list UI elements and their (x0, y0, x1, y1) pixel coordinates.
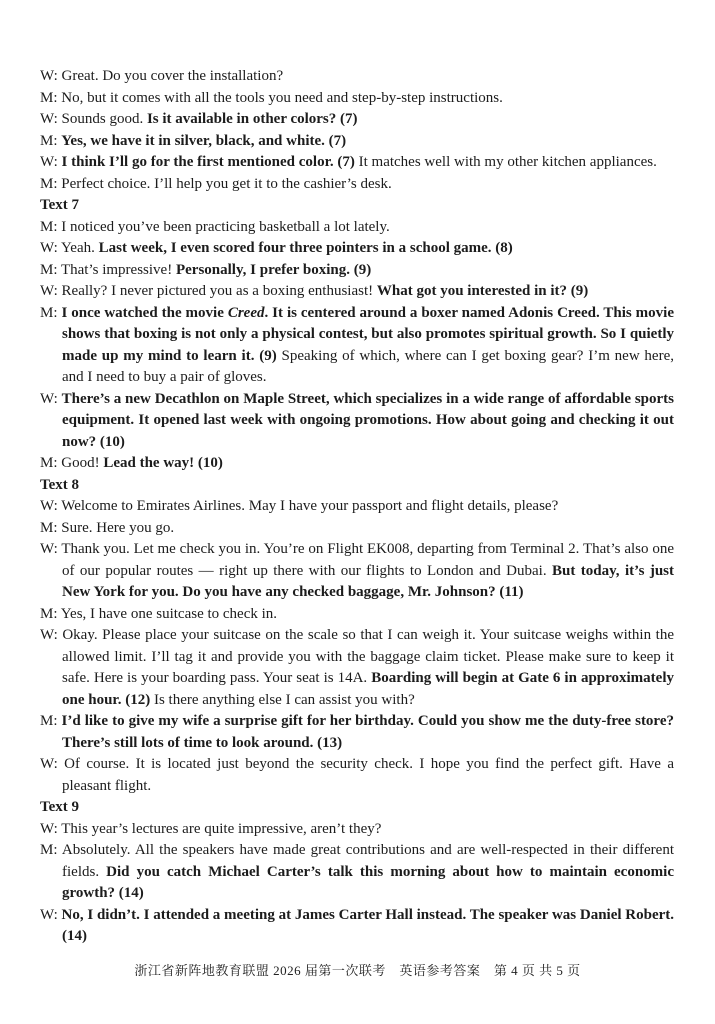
dialogue-line (40, 754, 674, 797)
dialogue-text: Of course. It is located just beyond the security check. I hope you find the perfect gift. Have a pleasant flight. (62, 756, 674, 794)
dialogue-text: That’s impressive! (60, 261, 176, 278)
dialogue-text: Great. Do you cover the installation? (61, 68, 284, 84)
speaker-label: W: (40, 68, 62, 84)
dialogue-text-bold: Boarding will begin at Gate 6 in approximately one hour. (12) (62, 670, 674, 708)
dialogue-text-bold: Personally, I prefer boxing. (9) (175, 261, 372, 278)
dialogue-text-bold: . It is centered around a boxer named Adonis Creed. This movie shows that boxing is not only a physical contest, but also promotes spiritual growth. So I quietly made up my mind to learn it. (9) (62, 304, 674, 364)
dialogue-line (40, 238, 674, 260)
speaker-label: M: (40, 605, 61, 622)
dialogue-line (40, 518, 674, 540)
speaker-label: W: (40, 390, 62, 407)
dialogue-line (40, 174, 674, 196)
speaker-label: W: (40, 154, 62, 170)
speaker-label: M: (40, 519, 62, 536)
transcript (40, 66, 674, 948)
section-heading: Text 9 (40, 799, 80, 815)
dialogue-line (40, 217, 674, 239)
dialogue-text: Sounds good. (61, 111, 147, 127)
dialogue-line (40, 303, 674, 389)
speaker-label: M: (40, 842, 62, 858)
speaker-label: W: (40, 756, 65, 772)
dialogue-text-bold: Is it available in other colors? (7) (146, 111, 358, 127)
dialogue-text-bold: Yes, we have it in silver, black, and white. (7) (61, 132, 347, 149)
dialogue-line (40, 905, 674, 948)
dialogue-text: No, but it comes with all the tools you need and step-by-step instructions. (61, 89, 503, 106)
dialogue-text: Yeah. (60, 240, 99, 256)
dialogue-line (40, 604, 674, 626)
speaker-label: M: (40, 89, 62, 106)
speaker-label: M: (40, 261, 61, 278)
dialogue-line (40, 66, 674, 88)
speaker-label: W: (40, 240, 61, 256)
speaker-label: M: (40, 132, 62, 149)
speaker-label: M: (40, 218, 62, 235)
speaker-label: W: (40, 498, 62, 514)
dialogue-line (40, 840, 674, 905)
speaker-label: W: (40, 820, 62, 837)
dialogue-line (40, 389, 674, 454)
section-heading: Text 7 (40, 197, 80, 213)
dialogue-text-bold: I’d like to give my wife a surprise gift for her birthday. Could you show me the duty-free store? There’s still lots of time to look around. (13) (61, 713, 674, 751)
dialogue-line (40, 539, 674, 604)
dialogue-line (40, 152, 674, 174)
dialogue-text-bold: Last week, I even scored four three pointers in a school game. (8) (98, 240, 513, 256)
dialogue-text: Speaking of which, where can I get boxing gear? I’m new here, and I need to buy a pair of gloves. (62, 347, 674, 385)
dialogue-line (40, 109, 674, 131)
dialogue-text-bold: No, I didn’t. I attended a meeting at James Carter Hall instead. The speaker was Daniel Robert. (14) (61, 906, 675, 944)
dialogue-line (40, 281, 674, 303)
dialogue-text: Good! (61, 455, 104, 471)
speaker-label: M: (40, 304, 62, 321)
dialogue-line (40, 453, 674, 475)
dialogue-line (40, 260, 674, 282)
dialogue-text: Really? I never pictured you as a boxing enthusiast! (61, 283, 377, 299)
dialogue-text-bold: But today, it’s just New York for you. Do you have any checked baggage, Mr. Johnson? (11) (62, 562, 674, 600)
dialogue-text: Is there anything else I can assist you with? (150, 691, 415, 708)
dialogue-text-bold: Creed (227, 304, 265, 321)
dialogue-line (40, 625, 674, 711)
speaker-label: W: (40, 541, 62, 557)
speaker-label: M: (40, 713, 62, 729)
dialogue-text: Welcome to Emirates Airlines. May I have your passport and flight details, please? (61, 498, 559, 514)
dialogue-text-bold: I think I’ll go for the first mentioned color. (7) (61, 154, 355, 170)
dialogue-line (40, 819, 674, 841)
dialogue-text-bold: I once watched the movie (61, 304, 228, 321)
dialogue-text-bold: Did you catch Michael Carter’s talk this morning about how to maintain economic growth? (14) (62, 863, 675, 901)
dialogue-text: Absolutely. All the speakers have made great contributions and are well-respected in their different fields. (61, 842, 674, 880)
dialogue-text: Sure. Here you go. (61, 519, 175, 536)
dialogue-text: Yes, I have one suitcase to check in. (60, 605, 278, 622)
dialogue-text: It matches well with my other kitchen appliances. (354, 154, 657, 170)
dialogue-text-bold: There’s a new Decathlon on Maple Street, which specializes in a wide range of affordable sports equipment. It opened last week with ongoing promotions. How about going and checking it out now? (10) (61, 390, 674, 450)
dialogue-line (40, 131, 674, 153)
section-heading: Text 8 (40, 476, 80, 493)
speaker-label: W: (40, 283, 62, 299)
speaker-label: W: (40, 627, 63, 643)
dialogue-text: Perfect choice. I’ll help you get it to the cashier’s desk. (61, 175, 392, 192)
page-footer: 浙江省新阵地教育联盟 2026 届第一次联考 英语参考答案 第 4 页 共 5 页 (134, 963, 581, 978)
speaker-label: W: (40, 111, 62, 127)
dialogue-line (40, 88, 674, 110)
dialogue-line (40, 496, 674, 518)
dialogue-text: Okay. Please place your suitcase on the scale so that I can weigh it. Your suitcase weighs within the allowed limit. I’ll tag it and provide you with the baggage claim ticket. Please make sure to keep it safe. Here is your boarding pass. Your seat is 14A. (62, 627, 674, 686)
dialogue-text-bold: What got you interested in it? (9) (376, 283, 589, 299)
dialogue-line (40, 711, 674, 754)
speaker-label: M: (40, 455, 62, 471)
dialogue-text-bold: Lead the way! (10) (103, 455, 223, 471)
speaker-label: M: (40, 175, 62, 192)
speaker-label: W: (40, 906, 62, 923)
dialogue-text: Thank you. Let me check you in. You’re on Flight EK008, departing from Terminal 2. That’s also one of our popular routes — right up there with our flights to London and Dubai. (61, 541, 674, 579)
dialogue-text: This year’s lectures are quite impressive, aren’t they? (61, 820, 382, 837)
dialogue-text: I noticed you’ve been practicing basketball a lot lately. (61, 218, 390, 235)
